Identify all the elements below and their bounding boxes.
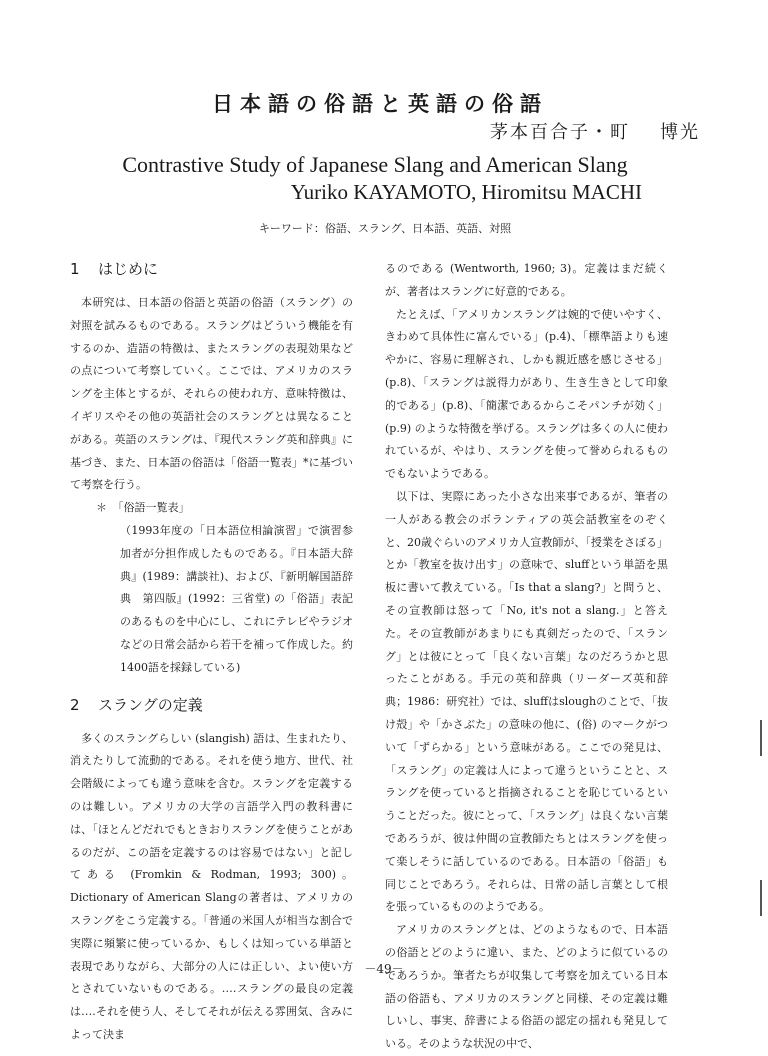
section-1-heading [70, 258, 353, 280]
footnote-body: （1993年度の「日本語位相論演習」で演習参加者が分担作成したものである。『日本語大辞典』(1989：講談社)、および、『新明解国語辞典 第四版』(1992：三省堂) の「俗語」表記のあるものを中心にし、これにテレビやラジオなどの日常会話から若干を補って作成した。約1400語を採録している) [120, 523, 353, 674]
left-column [70, 258, 353, 1047]
right-paragraph-2: たとえば、「アメリカンスラングは婉的で使いやすく、きわめて具体性に富んでいる」(p.4)、「標準語よりも速やかに、容易に理解され、しかも親近感を感じさせる」(p.8)、「スラングは説得力があり、生き生きとして印象的である」(p.8)、「簡潔であるからこそパンチが効く」(p.9) のような特徴を挙げる。スラングは多くの人に使われているが、やはり、スラングを使って誉められるものでもないようである。 [385, 307, 668, 481]
title-japanese: 日本語の俗語と英語の俗語 [212, 91, 548, 116]
keywords: キーワード：俗語、スラング、日本語、英語、対照 [258, 222, 512, 235]
scan-edge-mark [760, 880, 762, 916]
title-english: Contrastive Study of Japanese Slang and American Slang [122, 152, 628, 177]
section-2-paragraph: 多くのスラングらしい (slangish) 語は、生まれたり、消えたりして流動的である。それを使う地方、世代、社会階級によっても違う意味を含む。スラングを定義するのは難しい。アメリカの大学の言語学入門の教科書には、「ほとんどだれでもときおりスラングを使うことがあるのだが、この語を定義するのは容易ではない」と記してある (Fromkin & Rodman, 1993; 300)。Dictionary of American Slangの著者は、アメリカのスラングをこう定義する。「普通の米国人が相当な割合で実際に頻繁に使っているか、もしくは知っている単語と表現でありながら、大部分の人には正しい、よい使い方とされていないものである。‥‥スラングの最良の定義は‥‥それを使う人、そしてそれが伝える雰囲気、含みによって決ま [70, 731, 353, 1041]
author-1-japanese: 茅本百合子・町 [490, 122, 630, 143]
right-paragraph-4: アメリカのスラングとは、どのようなもので、日本語の俗語とどのように違い、また、どのように似ているのであろうか。筆者たちが収集して考察を加えている日本語の俗語も、アメリカのスラングと同様、その定義は難しいし、事実、辞書による俗語の認定の揺れも発見している。そのような状況の中で、 [385, 923, 668, 1051]
section-1-title: はじめに [98, 260, 159, 278]
section-2-number: 2 [70, 695, 80, 714]
section-1-number: 1 [70, 260, 80, 278]
right-column [385, 258, 668, 1056]
right-paragraph-3: 以下は、実際にあった小さな出来事であるが、筆者の一人がある教会のボランティアの英会話教室をのぞくと、20歳ぐらいのアメリカ人宣教師が、「授業をさぼる」とか「教室を抜け出す」の意味で、sluffという単語を黒板に書いて教えている。「Is that a slang?」と問うと、その宣教師は怒って「No, it's not a slang.」と答えた。その宣教師があまりにも真剣だったので、「スラング」とは彼にとって「良くない言葉」なのだろうかと思ったことがある。手元の英和辞典（リーダーズ英和辞典；1986：研究社）では、sluffはsloughのことで、「抜け殻」や「かさぶた」の意味の他に、(俗) のマークがついて「ずらかる」という意味がある。ここでの発見は、「スラング」の定義は人によって違うということと、スラングを使っていると指摘されることを恥じているということだった。彼にとって、「スラング」は良くない言葉であろうが、彼は仲間の宣教師たちとはスラングを使って楽しそうに話しているのである。日本語の「俗語」も同じことであろう。それらは、日常の話し言葉として根を張っているもののようである。 [385, 489, 668, 914]
authors-japanese [440, 118, 700, 144]
right-paragraph-1: るのである (Wentworth, 1960; 3)。定義はまだ続くが、著者はスラングに好意的である。 [385, 262, 668, 298]
authors-english: Yuriko KAYAMOTO, Hiromitsu MACHI [290, 180, 642, 204]
footnote-heading: ＊ 「俗語一覧表」 [96, 501, 190, 515]
section-2-heading [70, 694, 353, 716]
section-2-title: スラングの定義 [98, 695, 203, 714]
page-number: －49－ [364, 962, 404, 976]
scan-edge-mark [760, 720, 762, 756]
section-1-paragraph: 本研究は、日本語の俗語と英語の俗語（スラング）の対照を試みるものである。スラングはどういう機能を有するのか、造語の特徴は、またスラングの表現効果などの点について考察していく。ここでは、アメリカのスラングを主体とするが、それらの使われ方、意味特徴は、イギリスやその他の英語社会のスラングとは異なることがある。英語のスラングは、『現代スラング英和辞典』に基づき、また、日本語の俗語は「俗語一覧表」*に基づいて考察を行う。 [70, 296, 353, 492]
author-2-japanese: 博光 [660, 122, 700, 143]
